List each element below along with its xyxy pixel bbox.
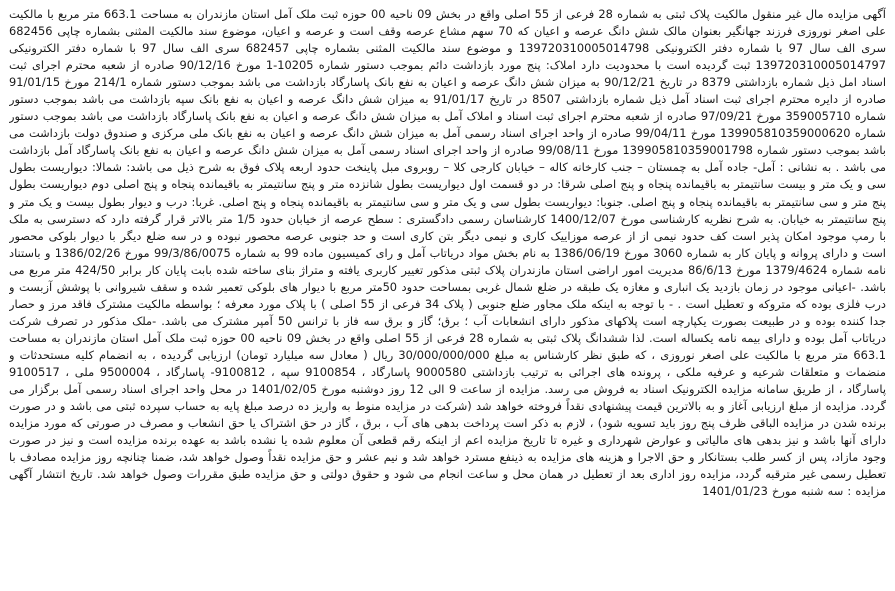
auction-notice-text: آگهی مزایده مال غیر منقول مالکیت پلاک ثبتی به شماره 28 فرعی از 55 اصلی واقع در بخش 09 ناحیه 00 حوزه ثبت ملک آمل استان مازندران به مساحت 663.1 متر مربع با مالکیت علی اصغر نوروزی فرزند جهانگیر بعنوان مالک شش دانگ عرصه و اعیان که 70 سهم مشاع عرصه وقف است و عرصه و اعیان، موضوع سند مالکیت المثنی بشماره چاپی 682456 سری الف سال 97 با شماره دفتر الکترونیکی 139720310005014798 و موضوع سند مالکیت المثنی بشماره چاپی 682457 سری الف سال 97 با شماره دفتر الکترونیکی 139720310005014797 ثبت گردیده است با محدودیت دارد املاک: پنج مورد بازداشت دائم بموجب دستور شماره 10205-1 مورخ 90/12/16 صادره از شعبه محترم اجرای ثبت اسناد امل ذیل شماره بازداشتی 8379 در تاریخ 90/12/21 به میزان شش دانگ عرصه و اعیان به نفع بانک پاسارگاد بازداشت می باشد بموجب دستور شماره 214/1 مورخ 91/01/15 صادره از دایره محترم اجرای ثبت اسناد آمل ذیل شماره بازداشتی 8507 در تاریخ 91/01/17 به میزان شش دانگ عرصه و اعیان به نفع بانک سپه بازداشت می باشد بموجب دستور شماره 359005710 مورخ 97/09/21 صادره از شعبه محترم اجرای ثبت اسناد و املاک آمل به میزان شش دانگ عرصه و اعیان به نفع بانک پاسارگاد بازداشت می باشد بموجب دستور شماره 139905810359000620 مورخ 99/04/11 صادره از واحد اجرای اسناد رسمی آمل به میزان شش دانگ عرصه و اعیان به نفع بانک ملی مرکزی و صندوق دولت بازداشت می باشد بموجب دستور شماره 139905810359001798 مورخ 99/08/11 صادره از واحد اجرای اسناد رسمی آمل به میزان شش دانگ عرصه و اعیان به نفع بانک پاسارگاد آمل بازداشت می باشد . به نشانی : آمل- جاده آمل به چمستان – جنب کارخانه کاله – خیابان کارجی کلا – روبروی مبل پاینخت حدود اربعه پلاک فوق به شرح ذیل می باشد: شمالا: دیواریست بطول سی و یک متر و بیست سانتیمتر به باقیمانده پنجاه و پنج اصلی شرقا: در دو قسمت اول دیواریست بطول شانزده متر و پنج سانتیمتر به باقیمانده پنجاه و پنج اصلی دوم دیواریست بطول پنج متر و سی سانتیمتر به باقیمانده پنجاه و پنج اصلی. جنوبا: دیواریست بطول سی و یک متر و سی سانتیمتر به باقیمانده پنجاه و پنج اصلی. غربا: درب و دیوار بطول بیست و یک متر و پنج سانتیمتر به خیابان. به شرح نظریه کارشناسی مورخ 1400/12/07 کارشناسان رسمی دادگستری : سطح عرصه از خیابان حدود 1/5 متر بالاتر قرار گرفته دارد که دسترسی به ملک با رمپ موجود امکان پذیر است کف حدود نیمی از از عرصه موزاییک کاری و نیمی دیگر بتن کاری است و حد جنوبی عرصه محصور نبوده و در سه ضلع دیگر با دیوار بلوکی محصور است و دارای پروانه و پایان کار به شماره 3060 مورخ 1386/06/19 به نام بخش مواد دریاتاب آمل و رای کمیسیون ماده 99 به شماره 99/3/86/0075 مورخ 1386/02/26 و باستناد نامه شماره 1379/4624 مورخ 86/6/13 مدیریت امور اراضی استان مازندران پلاک ثبتی مذکور تغییر کاربری یافته و متراژ بنای ساخته شده بابت پایان کار برابر 424/50 متر مربع می باشد. -اعیانی موجود در زمان بازدید یک انباری و مغازه یک طبقه در ضلع شمال غربی بمساحت حدود 50متر مربع با دیوار های بلوکی تعمیر شده و سقف شیروانی با پوشش آزبست و درب فلزی بوده که متروکه و تعطیل است . - با توجه به اینکه ملک مجاور ضلع جنوبی ( پلاک 34 فرعی از 55 اصلی ) با پلاک مورد معرفه ؛ بواسطه مالکیت مشترک فاقد مرز و حصار جدا کننده بوده و در طبیعت بصورت یکپارچه است پلاکهای مذکور دارای انشعابات آب ؛ برق؛ گاز و برق سه فاز با ترانس 50 آمپر مشترک می باشد. -ملک مذکور در تصرف شرکت دریاتاب آمل بوده و دارای بیمه نامه یکساله است. لذا ششدانگ پلاک ثبتی به شماره 28 فرعی از 55 اصلی واقع در بخش 09 ناحیه 00 حوزه ثبت ملک آمل استان مازندران به مساحت 663.1 متر مربع با مالکیت علی اصغر نوروزی ، که طبق نظر کارشناس به مبلغ 30/000/000/000 ریال ( معادل سه میلیارد تومان) ارزیابی گردیده ، به انضمام کلیه مستحدثات و منضمات و متعلقات شرعیه و عرفیه ملکی ، پرونده های اجرائی به ترتیب بازداشتی 9000580 پاسارگاد ، 9100854 سپه ، 9100812- پاسارگاد ، 9500004 ملی ، 9100517 پاسارگاد ، از طریق سامانه مزایده الکترونیک اسناد به فروش می رسد. مزایده از ساعت 9 الی 12 روز دوشنبه مورخ 1401/02/05 در محل واحد اجرای اسناد رسمی آمل برگزار می گردد. مزایده از مبلغ ارزیابی آغاز و به بالاترین قیمت پیشنهادی نقداً فروخته خواهد شد (شرکت در مزایده منوط به واریز ده درصد مبلغ پایه به حساب سپرده ثبتی می باشد و در صورت برنده شدن در مزایده الباقی ظرف پنج روز باید تسویه شود) ، لازم به ذکر است پرداخت بدهی های آب ، برق ، گاز در حق اشتراک یا حق انشعاب و مصرف در صورتی که مورد مزایده دارای آنها باشد و نیز بدهی های مالیاتی و عوارض شهرداری و غیره تا تاریخ مزایده اعم از اینکه رقم قطعی آن معلوم شده یا نشده باشد به عهده برنده مزایده است و نیز در صورت وجود مازاد، پس از کسر طلب بستانکار و حق الاجرا و هزینه های مزایده به ذینفع مسترد خواهد شد و نیم عشر و حق مزایده نقداً وصول خواهد شد، ضمنا چنانچه روز مزایده مصادف با تعطیل رسمی غیر مترقبه گردد، مزایده روز اداری بعد از تعطیل در همان محل و ساعت انجام می شود و حقوق دولتی و حق مزایده طبق مقررات وصول خواهد شد. تاریخ انتشار آگهی مزایده : سه شنبه مورخ 1401/01/23 [9,7,886,499]
